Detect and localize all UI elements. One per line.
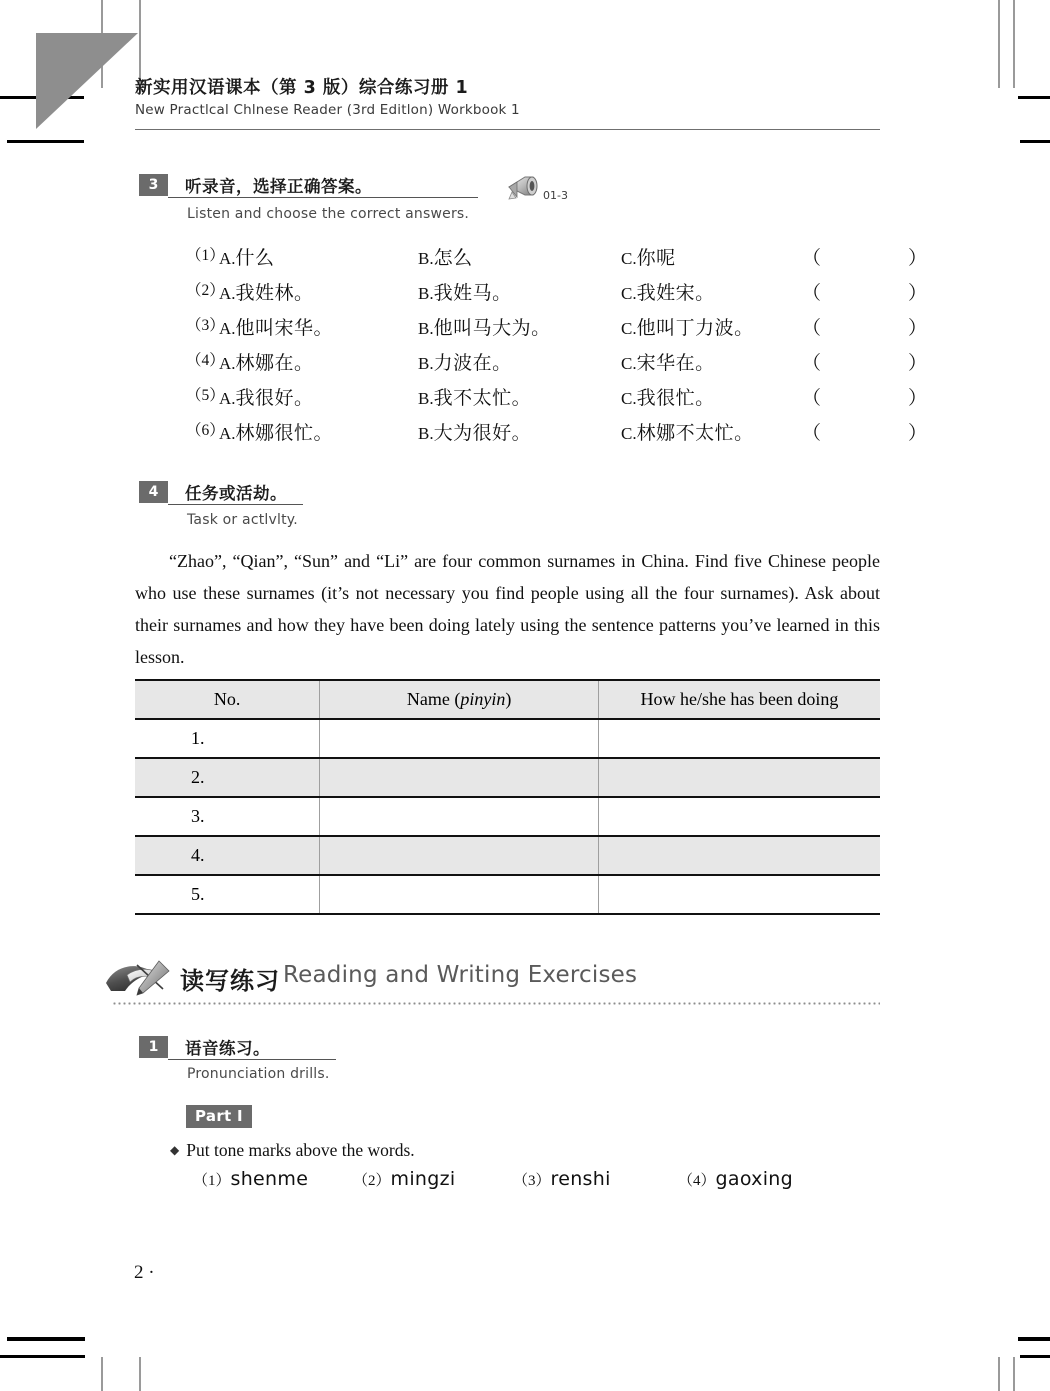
- option-a-letter: A.: [219, 249, 236, 268]
- pinyin-item[interactable]: [678, 1168, 793, 1190]
- exercise-1-title-chinese: 语音练习。: [185, 1039, 270, 1058]
- option-c-letter: C.: [621, 389, 637, 408]
- pinyin-word-list: [193, 1168, 893, 1198]
- exercise-1-title-english: Pronunciation drills.: [187, 1066, 330, 1082]
- table-row: [135, 797, 880, 836]
- option-a-text: 林娜在。: [235, 353, 314, 374]
- header-how: How he/she has been doing: [598, 680, 880, 719]
- option-a-text: 什么: [235, 248, 275, 269]
- book-title-english: New Practlcal Chlnese Reader (3rd Editlon) Workbook 1: [135, 101, 520, 118]
- pinyin-word: shenme: [230, 1168, 309, 1190]
- question-index: （5）: [186, 387, 225, 404]
- crop-mark: [1020, 1355, 1050, 1358]
- header-name-suffix: ): [505, 689, 512, 709]
- option-c[interactable]: [621, 313, 754, 340]
- page-number: 2 ·: [134, 1262, 155, 1283]
- exercise-4-title-underline: [168, 504, 303, 505]
- option-a-letter: A.: [219, 424, 236, 443]
- option-b[interactable]: [418, 418, 531, 445]
- option-c-letter: C.: [621, 424, 637, 443]
- crop-mark: [0, 1355, 85, 1358]
- book-and-pen-icon: [103, 955, 175, 1003]
- pinyin-word: renshi: [550, 1168, 611, 1190]
- question-row: [186, 313, 962, 348]
- question-index: （1）: [186, 247, 225, 264]
- crop-mark: [7, 140, 84, 143]
- option-a-text: 我很好。: [235, 388, 314, 409]
- exercise-4-heading: [139, 480, 287, 504]
- exercise-3-title-underline: [168, 197, 478, 198]
- crop-mark: [1020, 140, 1050, 143]
- pinyin-item[interactable]: [193, 1168, 308, 1190]
- crop-mark: [998, 1357, 1000, 1391]
- pinyin-word: mingzi: [390, 1168, 456, 1190]
- section-title-english: Reading and Writing Exercises: [283, 962, 638, 988]
- answer-blank[interactable]: （ ）: [802, 283, 962, 304]
- crop-mark: [998, 0, 1000, 88]
- pinyin-index: （2）: [353, 1173, 391, 1189]
- section-title-chinese: 读写练习: [180, 967, 280, 995]
- exercise-1-heading: [139, 1035, 270, 1059]
- question-row: [186, 383, 962, 418]
- option-a-letter: A.: [219, 284, 236, 303]
- answer-blank[interactable]: （ ）: [802, 388, 962, 409]
- exercise-4-number: 4: [139, 481, 168, 503]
- table-header-row: [135, 680, 880, 719]
- question-row: [186, 418, 962, 453]
- header-no: No.: [135, 680, 320, 719]
- pinyin-item[interactable]: [513, 1168, 611, 1190]
- option-a[interactable]: [219, 278, 314, 305]
- row-name-cell[interactable]: [320, 719, 599, 758]
- table-row: [135, 758, 880, 797]
- option-a-letter: A.: [219, 389, 236, 408]
- option-a-text: 他叫宋华。: [235, 318, 334, 339]
- exercise-3-heading: [139, 173, 372, 197]
- exercise-3-number: 3: [139, 174, 168, 196]
- pinyin-index: （3）: [513, 1173, 551, 1189]
- option-b-letter: B.: [418, 249, 434, 268]
- option-b-letter: B.: [418, 424, 434, 443]
- option-a[interactable]: [219, 313, 333, 340]
- option-b[interactable]: [418, 278, 512, 305]
- section-divider-dotted: [112, 1002, 880, 1005]
- row-how-cell[interactable]: [598, 758, 880, 797]
- option-c-text: 我很忙。: [636, 388, 715, 409]
- option-c-text: 宋华在。: [636, 353, 715, 374]
- option-b-text: 我不太忙。: [433, 388, 532, 409]
- option-b-letter: B.: [418, 389, 434, 408]
- header-name-italic: pinyin: [460, 689, 506, 709]
- part-one-badge: Part I: [186, 1105, 252, 1128]
- row-how-cell[interactable]: [598, 719, 880, 758]
- crop-mark: [1018, 1337, 1050, 1341]
- row-number: 3.: [135, 797, 320, 836]
- question-index: （3）: [186, 317, 225, 334]
- option-c-letter: C.: [621, 249, 637, 268]
- pinyin-item[interactable]: [353, 1168, 455, 1190]
- row-name-cell[interactable]: [320, 758, 599, 797]
- option-c[interactable]: [621, 278, 715, 305]
- option-a[interactable]: [219, 348, 314, 375]
- option-b-text: 大为很好。: [433, 423, 532, 444]
- row-name-cell[interactable]: [320, 875, 599, 914]
- diamond-bullet-icon: ◆: [170, 1143, 180, 1157]
- option-a-text: 林娜很忙。: [235, 423, 334, 444]
- option-c[interactable]: [621, 348, 715, 375]
- exercise-1-number: 1: [139, 1036, 168, 1058]
- answer-blank[interactable]: （ ）: [802, 318, 962, 339]
- task-table: [135, 679, 880, 915]
- option-a-letter: A.: [219, 319, 236, 338]
- option-c-letter: C.: [621, 319, 637, 338]
- option-b[interactable]: [418, 243, 473, 270]
- exercise-1-title-underline: [168, 1059, 336, 1060]
- option-b-letter: B.: [418, 284, 434, 303]
- option-b[interactable]: [418, 383, 531, 410]
- row-name-cell[interactable]: [320, 797, 599, 836]
- table-row: [135, 875, 880, 914]
- answer-blank[interactable]: （ ）: [802, 248, 962, 269]
- corner-triangle-decoration: [36, 33, 138, 129]
- answer-blank[interactable]: （ ）: [802, 353, 962, 374]
- option-c-text: 他叫丁力波。: [636, 318, 754, 339]
- header-name: [320, 680, 599, 719]
- crop-mark: [1013, 0, 1015, 88]
- task-paragraph: “Zhao”, “Qian”, “Sun” and “Li” are four common surnames in China. Find five Chinese people who use these surnames (it’s not necessary you find people using all the four surnames). Ask about their surnames and how they have been doing lately using the sentence patterns you’ve learned in this lesson.: [135, 551, 880, 667]
- row-number: 4.: [135, 836, 320, 875]
- book-title-chinese: 新实用汉语课本（第 3 版）综合练习册 1: [135, 78, 469, 98]
- option-b-letter: B.: [418, 354, 434, 373]
- option-c-letter: C.: [621, 354, 637, 373]
- crop-mark: [7, 1337, 85, 1341]
- row-name-cell[interactable]: [320, 836, 599, 875]
- row-number: 5.: [135, 875, 320, 914]
- multiple-choice-list: [186, 243, 962, 453]
- table-row: [135, 719, 880, 758]
- question-index: （4）: [186, 352, 225, 369]
- option-a-text: 我姓林。: [235, 283, 314, 304]
- option-b-text: 他叫马大为。: [433, 318, 551, 339]
- option-a[interactable]: [219, 418, 333, 445]
- option-a[interactable]: [219, 243, 275, 270]
- option-b-text: 怎么: [433, 248, 473, 269]
- row-number: 1.: [135, 719, 320, 758]
- section-banner: [103, 955, 883, 1003]
- table-row: [135, 836, 880, 875]
- option-c-text: 你呢: [636, 248, 676, 269]
- exercise-4-title-chinese: 任务或活劫。: [185, 484, 287, 503]
- instruction-text: Put tone marks above the words.: [186, 1140, 415, 1160]
- row-how-cell[interactable]: [598, 797, 880, 836]
- option-b-letter: B.: [418, 319, 434, 338]
- option-b[interactable]: [418, 313, 551, 340]
- audio-track-marker: [503, 170, 578, 206]
- speaker-icon: [503, 170, 543, 204]
- header-name-prefix: Name (: [406, 689, 461, 709]
- option-c-text: 我姓宋。: [636, 283, 715, 304]
- option-c-text: 林娜不太忙。: [636, 423, 754, 444]
- option-a[interactable]: [219, 383, 314, 410]
- option-c[interactable]: [621, 418, 754, 445]
- row-how-cell[interactable]: [598, 875, 880, 914]
- row-number: 2.: [135, 758, 320, 797]
- option-b-text: 力波在。: [433, 353, 512, 374]
- question-index: （2）: [186, 282, 225, 299]
- question-row: [186, 278, 962, 313]
- instruction-line: [170, 1140, 415, 1161]
- pinyin-index: （4）: [678, 1173, 716, 1189]
- running-head: [135, 78, 880, 118]
- running-head-rule: [135, 129, 880, 130]
- option-c-letter: C.: [621, 284, 637, 303]
- crop-mark: [1013, 1357, 1015, 1391]
- option-c[interactable]: [621, 243, 676, 270]
- question-row: [186, 243, 962, 278]
- row-how-cell[interactable]: [598, 836, 880, 875]
- option-a-letter: A.: [219, 354, 236, 373]
- exercise-4-title-english: Task or actlvlty.: [187, 512, 298, 528]
- pinyin-index: （1）: [193, 1173, 231, 1189]
- pinyin-word: gaoxing: [715, 1168, 793, 1190]
- option-b[interactable]: [418, 348, 512, 375]
- question-row: [186, 348, 962, 383]
- crop-mark: [139, 1357, 141, 1391]
- crop-mark: [1018, 96, 1050, 99]
- question-index: （6）: [186, 422, 225, 439]
- exercise-3-title-chinese: 听录音，选择正确答案。: [185, 177, 372, 196]
- option-c[interactable]: [621, 383, 715, 410]
- answer-blank[interactable]: （ ）: [802, 423, 962, 444]
- option-b-text: 我姓马。: [433, 283, 512, 304]
- crop-mark: [101, 1357, 103, 1391]
- exercise-3-title-english: Listen and choose the correct answers.: [187, 206, 470, 222]
- audio-track-number: 01-3: [543, 189, 568, 202]
- crop-mark: [139, 0, 141, 88]
